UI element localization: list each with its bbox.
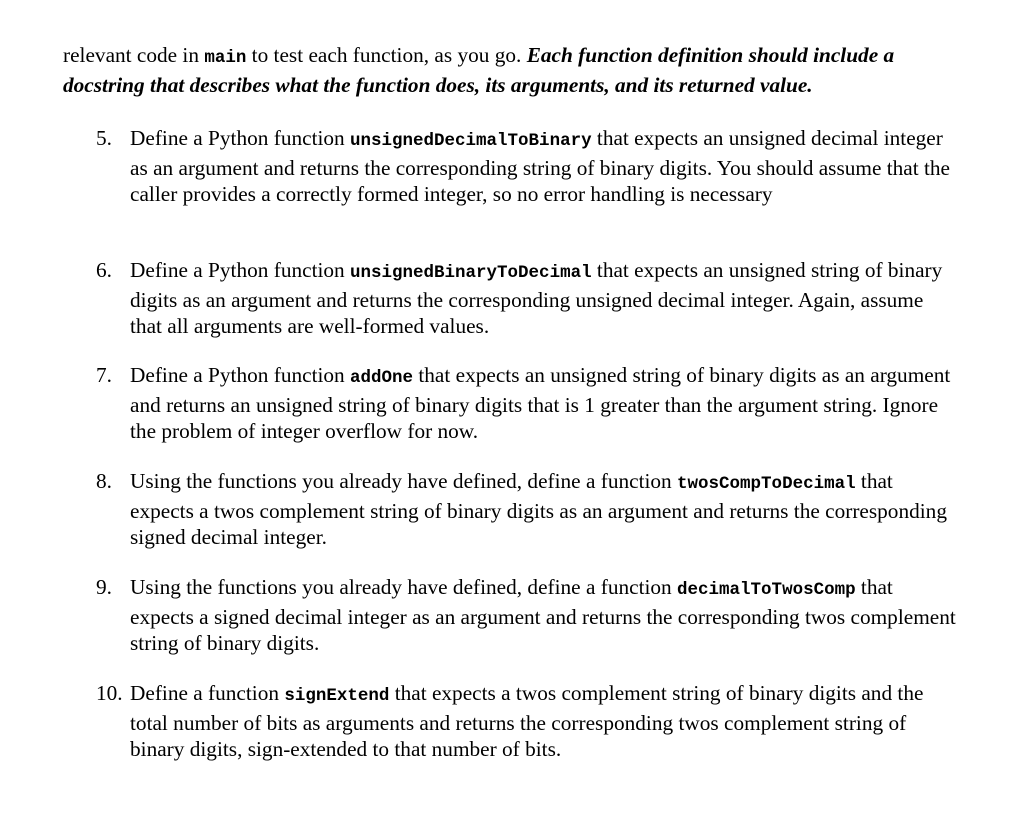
list-item-number: 5. [96,126,112,150]
item-text-pre: Define a Python function [130,126,351,150]
list-item-6 [96,257,956,340]
list-item-9 [96,574,956,657]
function-name-code: signExtend [284,686,390,706]
list-item-text [130,125,956,208]
item-text-post: that expects a twos complement string of binary digits and the total number of bits as arguments and returns the corresponding twos complement string of binary digits, sign-extended to that number of bits. [130,681,924,761]
list-item-text [130,257,956,340]
intro-bold-italic-note: Each function definition should include a docstring that describes what the function does, its arguments, and its returned value. [63,43,895,97]
list-item-7 [96,362,956,445]
function-name-code: twosCompToDecimal [677,474,856,494]
list-item-text [130,680,956,763]
list-item-number: 10. [96,681,123,705]
list-item-number: 9. [96,575,112,599]
item-text-post: that expects an unsigned decimal integer as an argument and returns the corresponding string of binary digits. You should assume that the caller provides a correctly formed integer, so no error handling is necessary [130,126,951,206]
item-text-pre: Define a Python function [130,258,351,282]
list-item-number: 7. [96,363,112,387]
function-name-code: addOne [350,368,414,388]
function-name-code: decimalToTwosComp [677,580,856,600]
list-item-text [130,468,956,551]
item-text-pre: Using the functions you already have defined, define a function [130,575,678,599]
function-name-code: unsignedBinaryToDecimal [350,263,592,283]
list-item-8 [96,468,956,551]
intro-code-main: main [204,48,247,68]
list-item-5 [96,125,956,208]
list-item-text [130,362,956,445]
item-text-post: that expects a signed decimal integer as an argument and returns the corresponding twos complement string of binary digits. [130,575,956,655]
item-text-pre: Define a Python function [130,363,351,387]
item-text-post: that expects an unsigned string of binary digits as an argument and returns the corresponding unsigned decimal integer. Again, assume that all arguments are well-formed values. [130,258,943,338]
list-item-10 [96,680,956,763]
intro-paragraph [63,42,963,98]
item-text-post: that expects an unsigned string of binary digits as an argument and returns an unsigned string of binary digits that is 1 greater than the argument string. Ignore the problem of integer overflow for now. [130,363,951,443]
function-name-code: unsignedDecimalToBinary [350,131,592,151]
list-item-text [130,574,956,657]
item-text-pre: Using the functions you already have defined, define a function [130,469,678,493]
list-item-number: 8. [96,469,112,493]
intro-text-2: to test each function, as you go. [246,43,527,67]
item-text-pre: Define a function [130,681,285,705]
list-item-number: 6. [96,258,112,282]
item-text-post: that expects a twos complement string of binary digits as an argument and returns the corresponding signed decimal integer. [130,469,947,549]
intro-text-1: relevant code in [63,43,205,67]
